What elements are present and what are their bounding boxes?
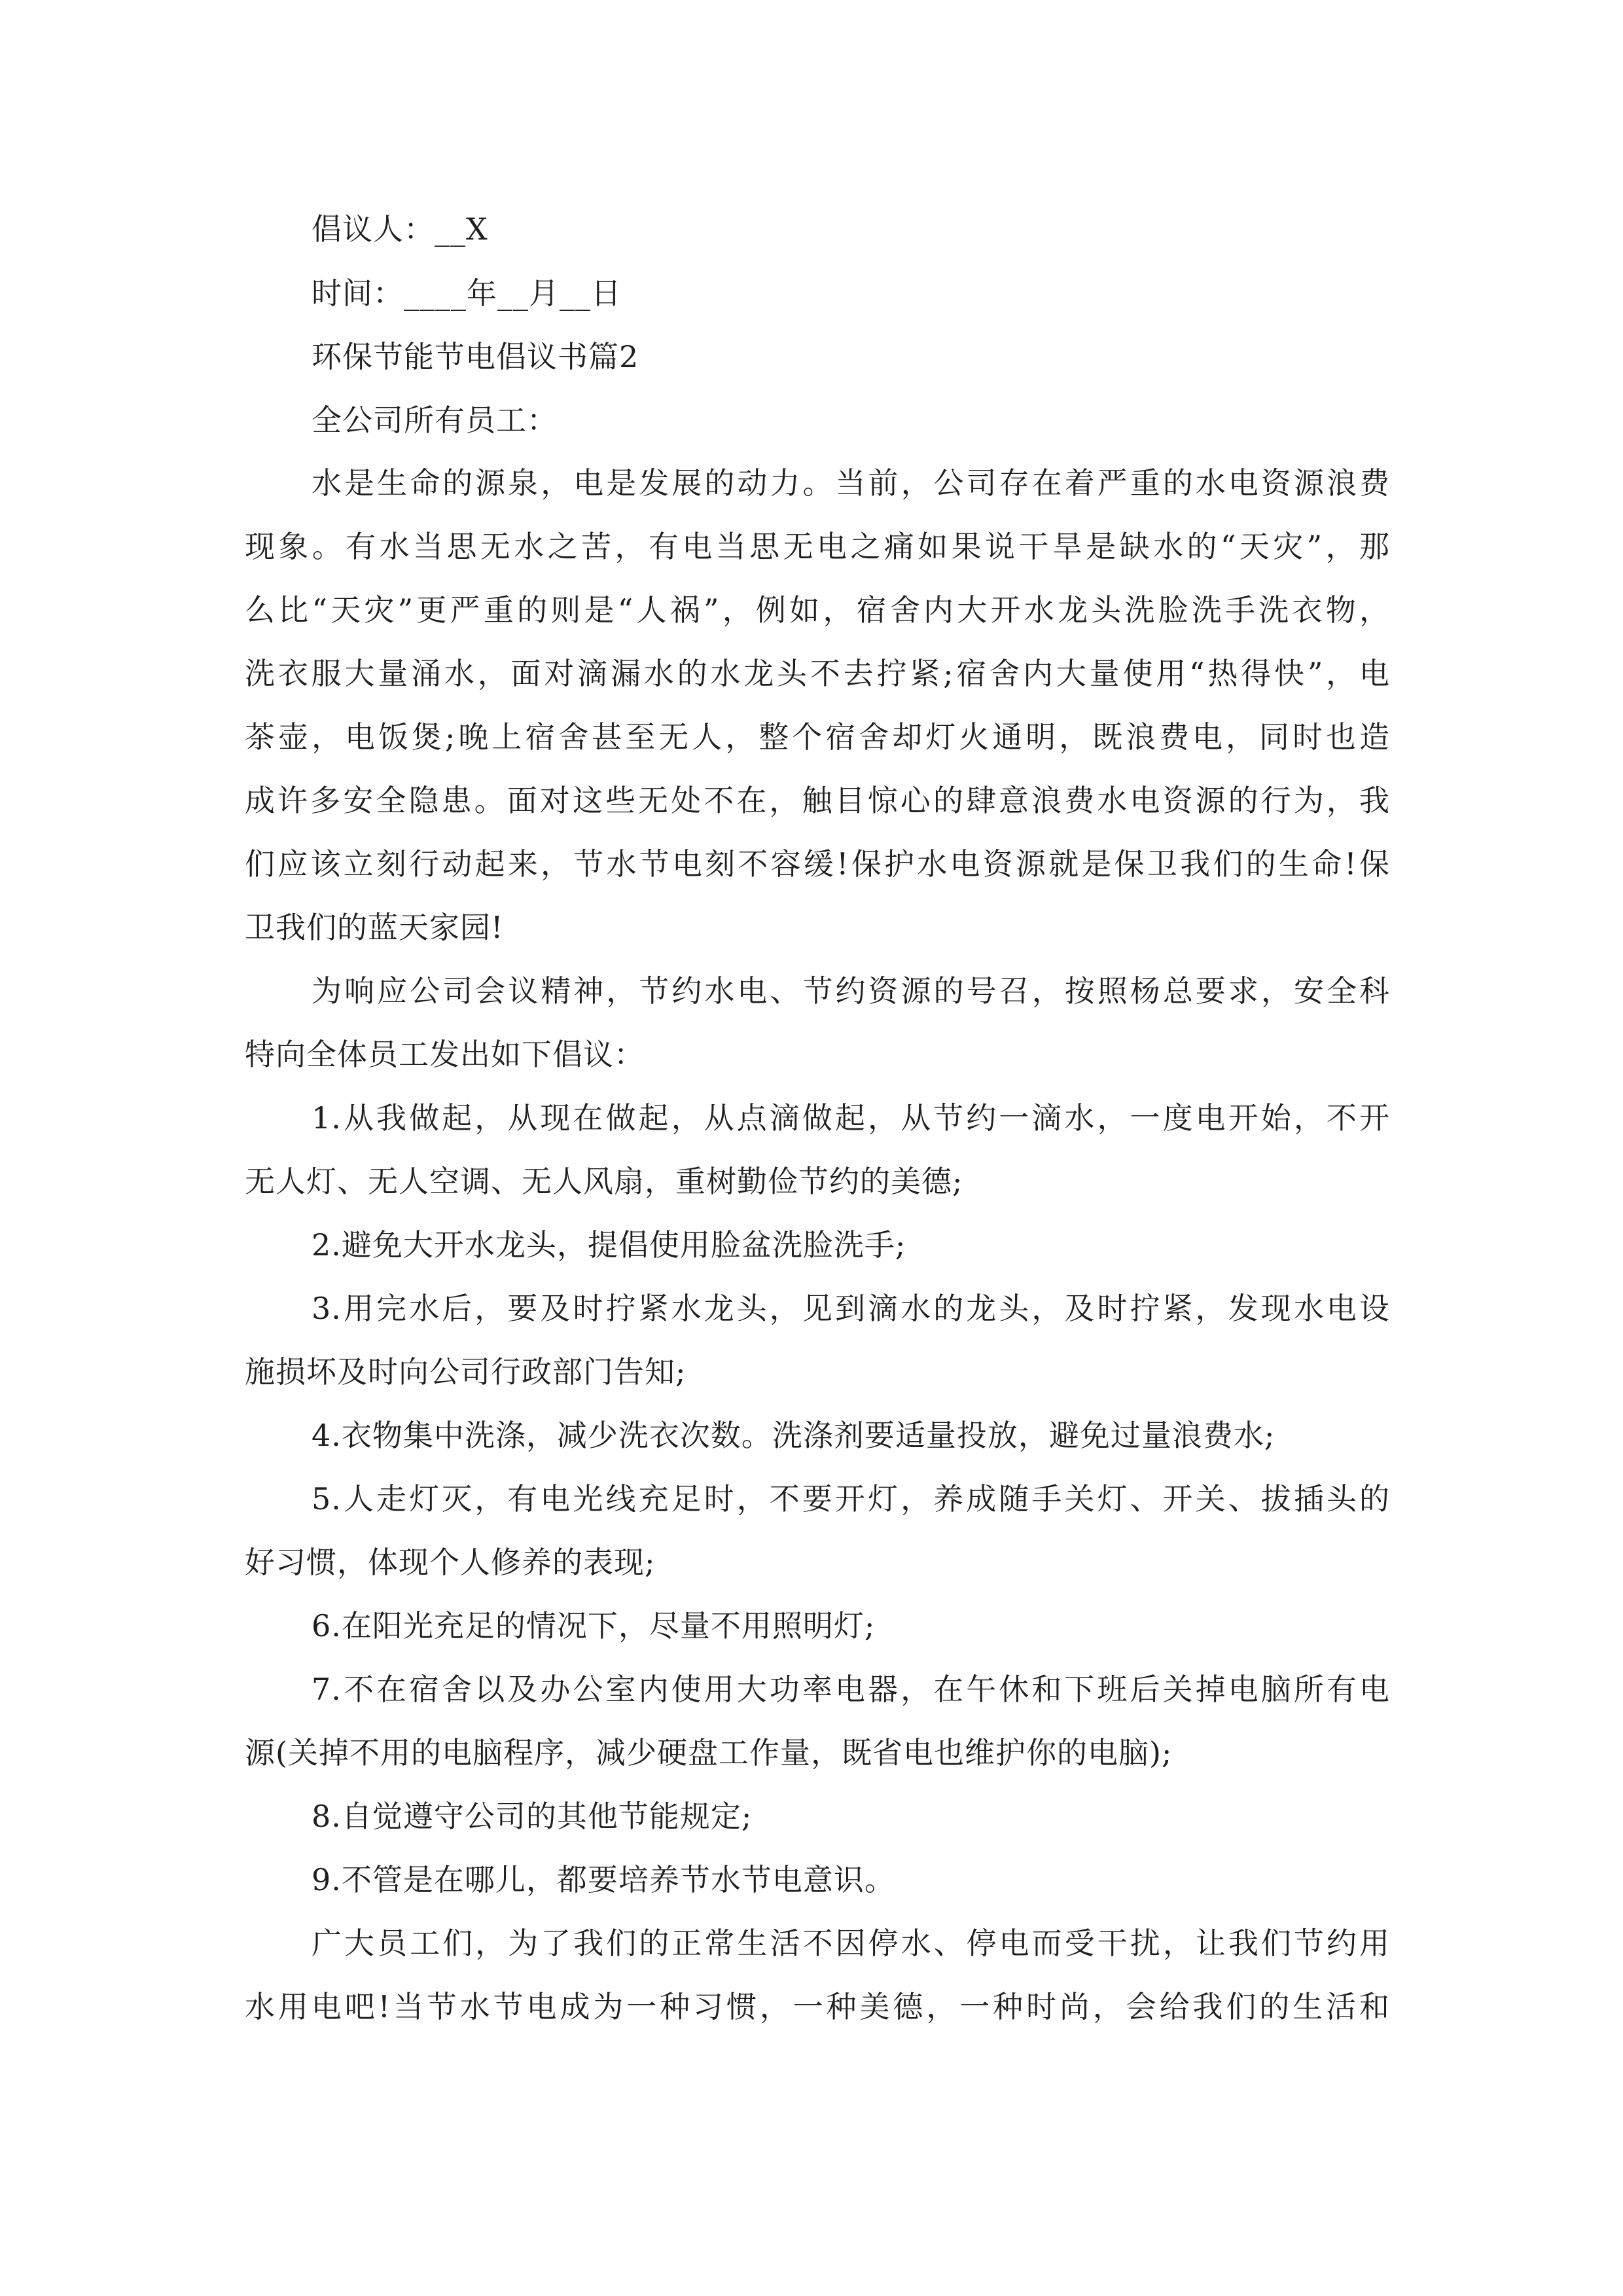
section-title: 环保节能节电倡议书篇2 [312, 339, 639, 374]
paragraph-1-line-6: 成许多安全隐患。面对这些无处不在，触目惊心的肆意浪费水电资源的行为，我 [245, 783, 1390, 818]
paragraph-1-line-2: 现象。有水当思无水之苦，有电当思无电之痛如果说干旱是缺水的“天灾”，那 [245, 529, 1390, 564]
paragraph-1-line-1: 水是生命的源泉，电是发展的动力。当前，公司存在着严重的水电资源浪费 [312, 465, 1390, 501]
paragraph-1-line-8: 卫我们的蓝天家园! [245, 910, 504, 945]
paragraph-1-line-5: 茶壶，电饭煲;晚上宿舍甚至无人，整个宿舍却灯火通明，既浪费电，同时也造 [245, 719, 1390, 755]
list-item-5-line-1: 5.人走灯灭，有电光线充足时，不要开灯，养成随手关灯、开关、拔插头的 [312, 1481, 1390, 1516]
list-item-7-line-2: 源(关掉不用的电脑程序，减少硬盘工作量，既省电也维护你的电脑); [245, 1735, 1173, 1770]
list-item-4: 4.衣物集中洗涤，减少洗衣次数。洗涤剂要适量投放，避免过量浪费水; [312, 1418, 1275, 1453]
list-item-3-line-1: 3.用完水后，要及时拧紧水龙头，见到滴水的龙头，及时拧紧，发现水电设 [312, 1291, 1390, 1326]
paragraph-2-line-2: 特向全体员工发出如下倡议： [245, 1037, 645, 1072]
salutation: 全公司所有员工： [312, 403, 558, 438]
list-item-9: 9.不管是在哪儿，都要培养节水节电意识。 [312, 1862, 895, 1897]
proposer-line: 倡议人：__X [312, 211, 488, 247]
list-item-6: 6.在阳光充足的情况下，尽量不用照明灯; [312, 1608, 876, 1643]
list-item-1-line-1: 1.从我做起，从现在做起，从点滴做起，从节约一滴水，一度电开始，不开 [312, 1100, 1390, 1136]
list-item-1-line-2: 无人灯、无人空调、无人风扇，重树勤俭节约的美德; [245, 1164, 963, 1199]
list-item-7-line-1: 7.不在宿舍以及办公室内使用大功率电器，在午休和下班后关掉电脑所有电 [312, 1672, 1390, 1707]
paragraph-1-line-7: 们应该立刻行动起来，节水节电刻不容缓!保护水电资源就是保卫我们的生命!保 [245, 846, 1390, 882]
closing-paragraph-line-1: 广大员工们，为了我们的正常生活不因停水、停电而受干扰，让我们节约用 [312, 1926, 1390, 1961]
paragraph-1-line-3: 么比“天灾”更严重的则是“人祸”，例如，宿舍内大开水龙头洗脸洗手洗衣物， [245, 592, 1390, 628]
date-line: 时间：____年__月__日 [312, 276, 622, 311]
paragraph-2-line-1: 为响应公司会议精神，节约水电、节约资源的号召，按照杨总要求，安全科 [312, 973, 1390, 1009]
list-item-2: 2.避免大开水龙头，提倡使用脸盆洗脸洗手; [312, 1227, 906, 1263]
paragraph-1-line-4: 洗衣服大量涌水，面对滴漏水的水龙头不去拧紧;宿舍内大量使用“热得快”，电 [245, 656, 1390, 691]
list-item-8: 8.自觉遵守公司的其他节能规定; [312, 1799, 753, 1834]
list-item-5-line-2: 好习惯，体现个人修养的表现; [245, 1545, 656, 1580]
list-item-3-line-2: 施损坏及时向公司行政部门告知; [245, 1354, 687, 1390]
closing-paragraph-line-2: 水用电吧!当节水节电成为一种习惯，一种美德，一种时尚，会给我们的生活和 [245, 1989, 1390, 2024]
